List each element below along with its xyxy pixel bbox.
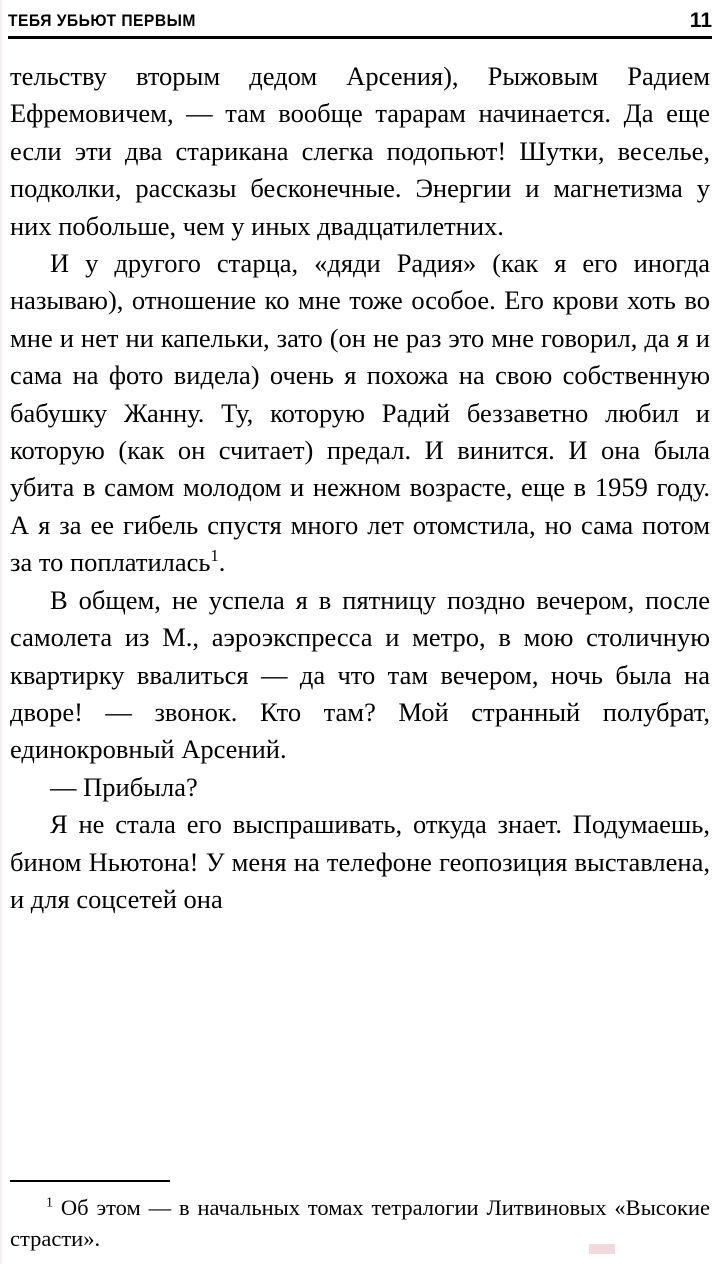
paragraph: Я не стала его выспрашивать, откуда знает. Подумаешь, бином Ньютона! У меня на телефоне геопозиция выставлена, и для соцсетей она: [10, 809, 710, 914]
footnote-area: [10, 1180, 710, 1254]
running-title: ТЕБЯ УБЬЮТ ПЕРВЫМ: [8, 11, 196, 30]
body-text: [10, 58, 710, 918]
page-number: 11: [689, 9, 712, 32]
paragraph-text: И у другого старца, «дяди Радия» (как я его иногда называю), отношение ко мне тоже особое. Его крови хоть во мне и нет ни капельки, зато (он не раз это мне говорил, да я и сама на фото видела) очень я похожа на свою собственную бабушку Жанну. Ту, которую Радий беззаветно любил и которую (как он считает) предал. И винится. И она была убита в самом молодом и нежном возрасте, еще в 1959 году. А я за ее гибель спустя много лет отомстила, но сама потом за то поплатилась: [10, 248, 710, 578]
paragraph: тельству вторым дедом Арсения), Рыжовым Радием Ефремовичем, — там вообще тарарам начинается. Да еще если эти два старикана слегка подопьют! Шутки, веселье, подколки, рассказы бесконечные. Энергии и магнетизма у них побольше, чем у иных двадцатилетних.: [10, 61, 710, 241]
paragraph: В общем, не успела я в пятницу поздно вечером, после самолета из М., аэроэкспресса и метро, в мою столичную квартирку ввалиться — да что там вечером, ночь была на дворе! — звонок. Кто там? Мой странный полубрат, единокровный Арсений.: [10, 584, 710, 765]
paragraph-dialogue: — Прибыла?: [50, 771, 198, 802]
page-header: [8, 8, 712, 34]
page-stray-mark: [589, 1244, 615, 1254]
paragraph: [10, 245, 710, 582]
paragraph-tail: .: [218, 547, 226, 578]
header-rule: [8, 36, 712, 39]
footnote-reference[interactable]: 1: [210, 546, 219, 566]
page-edge-tint: [0, 0, 4, 1264]
footnote-separator: [10, 1180, 170, 1182]
footnote-marker: 1: [46, 1195, 53, 1211]
footnote-text: Об этом — в начальных томах тетралогии Литвиновых «Высокие страсти».: [10, 1195, 711, 1251]
